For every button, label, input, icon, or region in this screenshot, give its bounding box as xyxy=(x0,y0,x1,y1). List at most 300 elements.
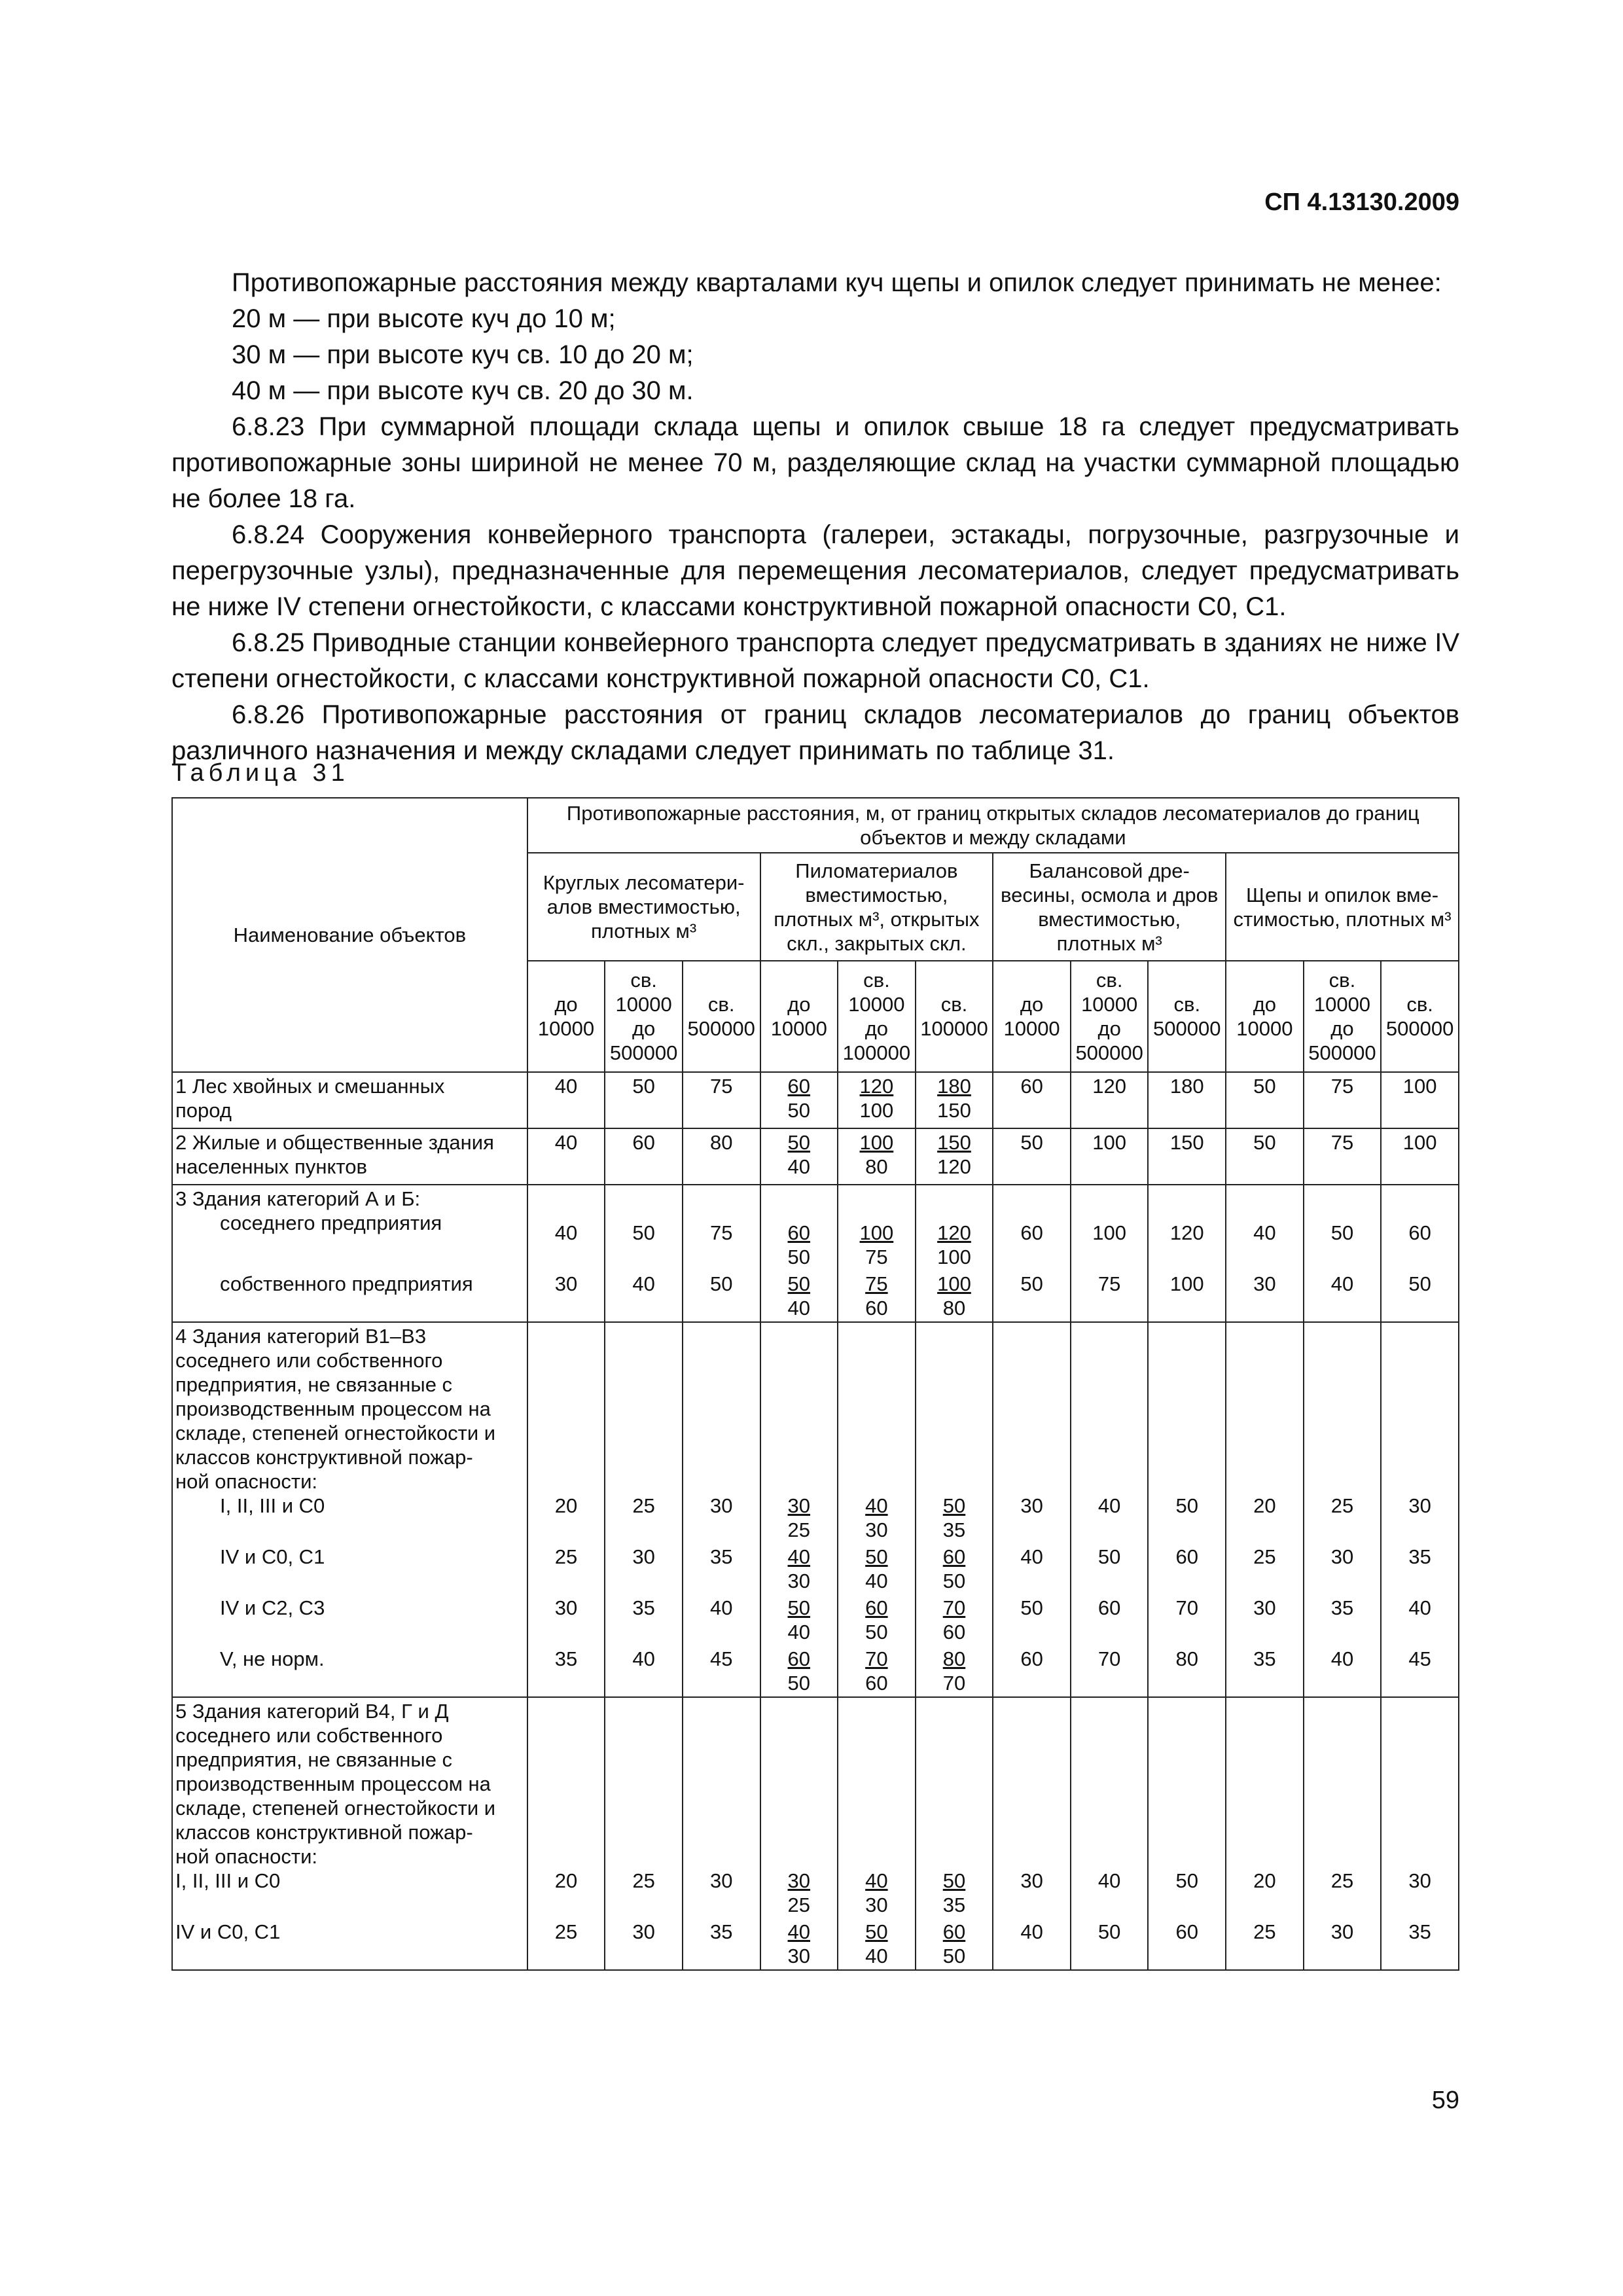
table-row xyxy=(172,1594,1459,1645)
open-storage-value: 50 xyxy=(942,1869,966,1892)
cell-value: 40 xyxy=(1408,1596,1431,1619)
cell-value: 30 xyxy=(1408,1494,1431,1517)
cell-value: 80 xyxy=(709,1131,733,1154)
table-cell xyxy=(1381,1918,1459,1970)
closed-storage-value: 75 xyxy=(865,1245,888,1268)
header-subcolumn-part: до xyxy=(1097,1017,1121,1040)
table-cell xyxy=(1304,1594,1382,1645)
cell-value: 70 xyxy=(1097,1647,1121,1670)
cell-value: 50 xyxy=(1330,1221,1354,1244)
header-subcolumn xyxy=(1148,961,1226,1072)
object-name-line: 1 Лес хвойных и смешанных xyxy=(175,1075,445,1098)
table-cell xyxy=(1148,1645,1226,1697)
open-storage-value: 50 xyxy=(865,1545,888,1568)
table-row xyxy=(172,1270,1459,1322)
table-cell xyxy=(993,1594,1071,1645)
cell-value: 35 xyxy=(709,1545,733,1568)
table-cell xyxy=(605,1918,683,1970)
header-subcolumn-part: 10000 xyxy=(1003,1017,1060,1040)
closed-storage-value: 30 xyxy=(865,1893,888,1916)
open-storage-value: 30 xyxy=(787,1494,811,1517)
fraction-value xyxy=(788,1869,810,1917)
header-subcolumn xyxy=(683,961,760,1072)
cell-value: 30 xyxy=(632,1920,655,1943)
cell-value: 30 xyxy=(1408,1869,1431,1892)
table-cell xyxy=(527,1594,605,1645)
table-cell xyxy=(916,1270,993,1322)
object-name-line: соседнего или собственного xyxy=(175,1723,443,1747)
object-name-line: соседнего или собственного xyxy=(175,1348,443,1372)
cell-value: 25 xyxy=(554,1545,578,1568)
header-subcolumn-part: св. xyxy=(1096,969,1123,992)
cell-value: 40 xyxy=(1020,1920,1043,1943)
paragraph: Противопожарные расстояния между кварталами куч щепы и опилок следует принимать не менее: xyxy=(232,268,1442,297)
header-subcolumn-part: 500000 xyxy=(1075,1041,1143,1064)
cell-value: 40 xyxy=(1330,1647,1354,1670)
cell-value: 30 xyxy=(1330,1545,1354,1568)
header-subcolumn-part: 500000 xyxy=(609,1041,678,1064)
cell-value: 75 xyxy=(709,1075,733,1098)
table-cell xyxy=(838,1543,916,1594)
cell-value: 30 xyxy=(554,1596,578,1619)
table-cell xyxy=(1226,1543,1304,1594)
cell-value: 75 xyxy=(1330,1131,1354,1154)
object-name-line: населенных пунктов xyxy=(175,1155,367,1178)
table-cell xyxy=(1226,1322,1304,1543)
cell-value: 50 xyxy=(1097,1920,1121,1943)
fraction-value xyxy=(788,1130,810,1179)
table-cell xyxy=(760,1697,838,1918)
table-cell xyxy=(605,1645,683,1697)
fire-distance-table xyxy=(171,797,1459,1971)
object-name-line: ной опасности: xyxy=(175,1844,318,1868)
table-cell xyxy=(527,1072,605,1128)
cell-value: 25 xyxy=(1330,1494,1354,1517)
closed-storage-value: 25 xyxy=(787,1893,811,1916)
cell-value: 20 xyxy=(554,1494,578,1517)
fraction-value xyxy=(943,1596,965,1644)
table-cell xyxy=(916,1185,993,1270)
table-cell xyxy=(1071,1072,1149,1128)
open-storage-value: 60 xyxy=(942,1920,966,1943)
header-subcolumn xyxy=(1071,961,1149,1072)
fraction-value xyxy=(788,1647,810,1695)
cell-value: 180 xyxy=(1169,1075,1204,1098)
open-storage-value: 100 xyxy=(859,1131,894,1154)
table-cell xyxy=(683,1543,760,1594)
object-sub-label: IV и С0, С1 xyxy=(220,1545,325,1568)
open-storage-value: 40 xyxy=(787,1545,811,1568)
open-storage-value: 50 xyxy=(787,1272,811,1295)
table-cell xyxy=(1304,1322,1382,1543)
open-storage-value: 50 xyxy=(942,1494,966,1517)
header-subcolumn xyxy=(527,961,605,1072)
closed-storage-value: 50 xyxy=(787,1671,811,1695)
cell-value: 60 xyxy=(1020,1075,1043,1098)
cell-value: 40 xyxy=(1097,1869,1121,1892)
cell-value: 25 xyxy=(554,1920,578,1943)
cell-value: 60 xyxy=(1097,1596,1121,1619)
cell-value: 40 xyxy=(554,1131,578,1154)
paragraph: 6.8.26 Противопожарные расстояния от границ складов лесоматериалов до границ объектов различного назначения и между складами следует принимать по таблице 31. xyxy=(171,700,1459,765)
header-subcolumn xyxy=(1304,961,1382,1072)
table-cell xyxy=(683,1128,760,1185)
object-name-line: 4 Здания категорий В1–В3 xyxy=(175,1324,427,1348)
fraction-value xyxy=(865,1545,887,1593)
fraction-value xyxy=(788,1221,810,1269)
cell-value: 50 xyxy=(1020,1131,1043,1154)
header-subcolumn xyxy=(838,961,916,1072)
object-name xyxy=(172,1543,527,1594)
closed-storage-value: 120 xyxy=(937,1155,971,1178)
table-cell xyxy=(1148,1918,1226,1970)
cell-value: 25 xyxy=(632,1869,655,1892)
table-cell xyxy=(1071,1128,1149,1185)
open-storage-value: 60 xyxy=(787,1647,811,1670)
object-sub-label: I, II, III и С0 xyxy=(175,1869,281,1892)
table-cell xyxy=(760,1322,838,1543)
cell-value: 20 xyxy=(554,1869,578,1892)
cell-value: 60 xyxy=(1408,1221,1431,1244)
closed-storage-value: 100 xyxy=(859,1099,894,1122)
table-cell xyxy=(1226,1270,1304,1322)
object-name xyxy=(172,1645,527,1697)
table-cell xyxy=(1226,1697,1304,1918)
table-cell xyxy=(1381,1072,1459,1128)
table-cell xyxy=(916,1918,993,1970)
header-subcolumn-part: 10000 xyxy=(1313,993,1371,1016)
cell-value: 120 xyxy=(1169,1221,1204,1244)
cell-value: 30 xyxy=(1253,1272,1276,1295)
table-row xyxy=(172,1918,1459,1970)
open-storage-value: 100 xyxy=(859,1221,894,1244)
table-row xyxy=(172,1697,1459,1918)
cell-value: 50 xyxy=(1175,1869,1198,1892)
table-cell xyxy=(1381,1270,1459,1322)
table-cell xyxy=(1226,1128,1304,1185)
closed-storage-value: 70 xyxy=(942,1671,966,1695)
table-cell xyxy=(1071,1697,1149,1918)
table-cell xyxy=(1304,1918,1382,1970)
header-group-round-timber: Круглых лесоматери-алов вместимостью, плотных м³ xyxy=(527,853,760,961)
header-subcolumn xyxy=(1226,961,1304,1072)
table-cell xyxy=(1304,1543,1382,1594)
table-cell xyxy=(993,1185,1071,1270)
cell-value: 50 xyxy=(632,1221,655,1244)
table-cell xyxy=(527,1918,605,1970)
table-cell xyxy=(1226,1594,1304,1645)
header-subcolumn-part: до xyxy=(1330,1017,1354,1040)
table-cell xyxy=(527,1128,605,1185)
open-storage-value: 40 xyxy=(787,1920,811,1943)
cell-value: 35 xyxy=(554,1647,578,1670)
cell-value: 60 xyxy=(1020,1647,1043,1670)
table-cell xyxy=(527,1185,605,1270)
fraction-value xyxy=(788,1596,810,1644)
table-cell xyxy=(605,1270,683,1322)
header-subcolumn xyxy=(760,961,838,1072)
table-cell xyxy=(1381,1128,1459,1185)
open-storage-value: 60 xyxy=(787,1075,811,1098)
cell-value: 50 xyxy=(709,1272,733,1295)
fraction-value xyxy=(937,1272,971,1320)
table-cell xyxy=(760,1270,838,1322)
cell-value: 35 xyxy=(1253,1647,1276,1670)
table-cell xyxy=(916,1697,993,1918)
cell-value: 50 xyxy=(1253,1131,1276,1154)
fraction-value xyxy=(943,1647,965,1695)
closed-storage-value: 80 xyxy=(865,1155,888,1178)
closed-storage-value: 40 xyxy=(865,1944,888,1967)
header-subcolumn-part: до xyxy=(554,993,578,1016)
closed-storage-value: 35 xyxy=(942,1893,966,1916)
table-cell xyxy=(916,1645,993,1697)
cell-value: 30 xyxy=(709,1869,733,1892)
table-cell xyxy=(1148,1270,1226,1322)
header-subcolumn-part: 500000 xyxy=(1385,1017,1454,1040)
closed-storage-value: 30 xyxy=(787,1944,811,1967)
table-cell xyxy=(527,1543,605,1594)
header-subcolumn-part: св. xyxy=(863,969,890,992)
table-cell xyxy=(527,1270,605,1322)
table-cell xyxy=(838,1185,916,1270)
table-cell xyxy=(1071,1918,1149,1970)
paragraph: 6.8.25 Приводные станции конвейерного транспорта следует предусматривать в зданиях не ниже IV степени огнестойкости, с классами конструктивной пожарной опасности С0, С1. xyxy=(171,628,1459,693)
open-storage-value: 60 xyxy=(787,1221,811,1244)
cell-value: 50 xyxy=(1175,1494,1198,1517)
object-name-line: классов конструктивной пожар- xyxy=(175,1820,473,1844)
open-storage-value: 120 xyxy=(937,1221,971,1244)
object-sub-label: I, II, III и С0 xyxy=(220,1494,325,1517)
object-sub-label: соседнего предприятия xyxy=(220,1211,442,1234)
object-sub-label: собственного предприятия xyxy=(220,1272,473,1295)
cell-value: 40 xyxy=(632,1272,655,1295)
object-sub-label: IV и С2, С3 xyxy=(220,1596,325,1619)
table-cell xyxy=(993,1645,1071,1697)
header-subcolumn-part: св. xyxy=(1406,993,1433,1016)
cell-value: 40 xyxy=(632,1647,655,1670)
open-storage-value: 70 xyxy=(865,1647,888,1670)
table-cell xyxy=(993,1543,1071,1594)
object-sub-label: V, не норм. xyxy=(220,1647,325,1670)
cell-value: 80 xyxy=(1175,1647,1198,1670)
closed-storage-value: 60 xyxy=(865,1671,888,1695)
cell-value: 40 xyxy=(554,1075,578,1098)
cell-value: 25 xyxy=(1253,1920,1276,1943)
cell-value: 75 xyxy=(1097,1272,1121,1295)
table-cell xyxy=(1226,1918,1304,1970)
cell-value: 25 xyxy=(1253,1545,1276,1568)
table-cell xyxy=(527,1697,605,1918)
cell-value: 50 xyxy=(1020,1596,1043,1619)
table-cell xyxy=(1071,1543,1149,1594)
paragraph: 30 м — при высоте куч св. 10 до 20 м; xyxy=(232,340,694,369)
object-name xyxy=(172,1594,527,1645)
paragraph: 6.8.23 При суммарной площади склада щепы и опилок свыше 18 га следует предусматривать противопожарные зоны шириной не менее 70 м, разделяющие склад на участки суммарной площадью не более 18 га. xyxy=(171,412,1459,513)
table-cell xyxy=(683,1594,760,1645)
fraction-value xyxy=(865,1647,887,1695)
header-subcolumn-part: 500000 xyxy=(1308,1041,1376,1064)
fraction-value xyxy=(937,1130,971,1179)
header-subcolumn-part: св. xyxy=(630,969,657,992)
table-row xyxy=(172,1185,1459,1270)
object-name xyxy=(172,1322,527,1543)
cell-value: 20 xyxy=(1253,1494,1276,1517)
fraction-value xyxy=(937,1221,971,1269)
header-subcolumn xyxy=(993,961,1071,1072)
table-cell xyxy=(1071,1185,1149,1270)
table-cell xyxy=(838,1322,916,1543)
object-name-line: производственным процессом на xyxy=(175,1772,491,1795)
fraction-value xyxy=(860,1221,894,1269)
fraction-value xyxy=(860,1074,894,1122)
cell-value: 25 xyxy=(1330,1869,1354,1892)
fraction-value xyxy=(865,1596,887,1644)
fraction-value xyxy=(943,1920,965,1968)
header-subcolumn-part: св. xyxy=(707,993,735,1016)
object-name xyxy=(172,1918,527,1970)
cell-value: 50 xyxy=(1253,1075,1276,1098)
table-cell xyxy=(605,1322,683,1543)
header-group-pulpwood: Балансовой дре-весины, осмола и дров вместимостью, плотных м³ xyxy=(993,853,1226,961)
table-cell xyxy=(993,1270,1071,1322)
table-cell xyxy=(527,1322,605,1543)
paragraph: 6.8.24 Сооружения конвейерного транспорта (галереи, эстакады, погрузочные, разгрузочные и перегрузочные узлы), предназначенные для перемещения лесоматериалов, следует предусматривать не ниже IV степени огнестойкости, с классами конструктивной пожарной опасности С0, С1. xyxy=(171,520,1459,621)
cell-value: 40 xyxy=(709,1596,733,1619)
cell-value: 35 xyxy=(1408,1545,1431,1568)
header-main: Противопожарные расстояния, м, от границ открытых складов лесоматериалов до границ объектов и между складами xyxy=(527,798,1459,853)
object-name-line: складе, степеней огнестойкости и xyxy=(175,1796,496,1820)
fraction-value xyxy=(860,1130,894,1179)
object-name xyxy=(172,1270,527,1322)
table-cell xyxy=(838,1128,916,1185)
table-cell xyxy=(1148,1072,1226,1128)
fraction-value xyxy=(865,1272,887,1320)
object-name-line: складе, степеней огнестойкости и xyxy=(175,1421,496,1444)
open-storage-value: 70 xyxy=(942,1596,966,1619)
cell-value: 35 xyxy=(1330,1596,1354,1619)
header-subcolumn-part: до xyxy=(787,993,811,1016)
table-cell xyxy=(1148,1543,1226,1594)
closed-storage-value: 25 xyxy=(787,1518,811,1541)
header-subcolumn-part: до xyxy=(865,1017,889,1040)
cell-value: 100 xyxy=(1092,1131,1127,1154)
closed-storage-value: 40 xyxy=(787,1620,811,1643)
table-cell xyxy=(683,1185,760,1270)
cell-value: 20 xyxy=(1253,1869,1276,1892)
cell-value: 100 xyxy=(1169,1272,1204,1295)
table-cell xyxy=(1381,1594,1459,1645)
header-subcolumn-part: 100000 xyxy=(920,1017,988,1040)
table-cell xyxy=(760,1594,838,1645)
table-row xyxy=(172,1128,1459,1185)
closed-storage-value: 60 xyxy=(865,1296,888,1319)
table-cell xyxy=(1148,1185,1226,1270)
table-cell xyxy=(1381,1185,1459,1270)
table-cell xyxy=(1304,1270,1382,1322)
table-cell xyxy=(838,1645,916,1697)
cell-value: 60 xyxy=(1175,1545,1198,1568)
cell-value: 45 xyxy=(709,1647,733,1670)
table-cell xyxy=(993,1697,1071,1918)
table-cell xyxy=(1304,1185,1382,1270)
table-cell xyxy=(1071,1322,1149,1543)
table-cell xyxy=(1148,1128,1226,1185)
open-storage-value: 80 xyxy=(942,1647,966,1670)
fraction-value xyxy=(788,1545,810,1593)
cell-value: 50 xyxy=(632,1075,655,1098)
table-cell xyxy=(605,1128,683,1185)
object-name-line: классов конструктивной пожар- xyxy=(175,1445,473,1469)
header-subcolumn-part: 500000 xyxy=(687,1017,755,1040)
document-code: СП 4.13130.2009 xyxy=(1264,188,1459,216)
cell-value: 40 xyxy=(554,1221,578,1244)
header-subcolumn xyxy=(605,961,683,1072)
table-cell xyxy=(1381,1322,1459,1543)
closed-storage-value: 50 xyxy=(787,1245,811,1268)
open-storage-value: 40 xyxy=(865,1869,888,1892)
fraction-value xyxy=(937,1074,971,1122)
table-cell xyxy=(683,1270,760,1322)
object-name xyxy=(172,1072,527,1128)
cell-value: 30 xyxy=(1253,1596,1276,1619)
cell-value: 40 xyxy=(1020,1545,1043,1568)
table-cell xyxy=(1148,1594,1226,1645)
table-cell xyxy=(1304,1072,1382,1128)
fraction-value xyxy=(943,1494,965,1542)
table-cell xyxy=(838,1918,916,1970)
cell-value: 50 xyxy=(1020,1272,1043,1295)
object-name-line: предприятия, не связанные с xyxy=(175,1372,453,1396)
header-subcolumn-part: св. xyxy=(940,993,968,1016)
table-cell xyxy=(916,1322,993,1543)
object-name-line: предприятия, не связанные с xyxy=(175,1748,453,1771)
open-storage-value: 30 xyxy=(787,1869,811,1892)
table-cell xyxy=(760,1543,838,1594)
cell-value: 75 xyxy=(709,1221,733,1244)
table-cell xyxy=(838,1270,916,1322)
table-cell xyxy=(1226,1645,1304,1697)
cell-value: 120 xyxy=(1092,1075,1127,1098)
paragraph: 40 м — при высоте куч св. 20 до 30 м. xyxy=(232,376,694,405)
cell-value: 30 xyxy=(1020,1869,1043,1892)
closed-storage-value: 60 xyxy=(942,1620,966,1643)
header-subcolumn-part: 100000 xyxy=(842,1041,911,1064)
cell-value: 25 xyxy=(632,1494,655,1517)
header-subcolumn xyxy=(1381,961,1459,1072)
open-storage-value: 60 xyxy=(865,1596,888,1619)
page-number: 59 xyxy=(1431,2087,1459,2114)
table-cell xyxy=(916,1594,993,1645)
closed-storage-value: 50 xyxy=(787,1099,811,1122)
closed-storage-value: 40 xyxy=(787,1296,811,1319)
object-name xyxy=(172,1128,527,1185)
header-subcolumn xyxy=(916,961,993,1072)
header-subcolumn-part: 10000 xyxy=(770,1017,827,1040)
cell-value: 150 xyxy=(1169,1131,1204,1154)
closed-storage-value: 30 xyxy=(787,1569,811,1592)
cell-value: 35 xyxy=(709,1920,733,1943)
table-cell xyxy=(1304,1697,1382,1918)
header-group-chips: Щепы и опилок вме-стимостью, плотных м³ xyxy=(1226,853,1459,961)
header-subcolumn-part: св. xyxy=(1329,969,1356,992)
object-name-line: 2 Жилые и общественные здания xyxy=(175,1131,494,1154)
closed-storage-value: 150 xyxy=(937,1099,971,1122)
table-cell xyxy=(760,1645,838,1697)
header-subcolumn-part: 10000 xyxy=(848,993,905,1016)
object-name-line: пород xyxy=(175,1099,232,1122)
closed-storage-value: 40 xyxy=(865,1569,888,1592)
